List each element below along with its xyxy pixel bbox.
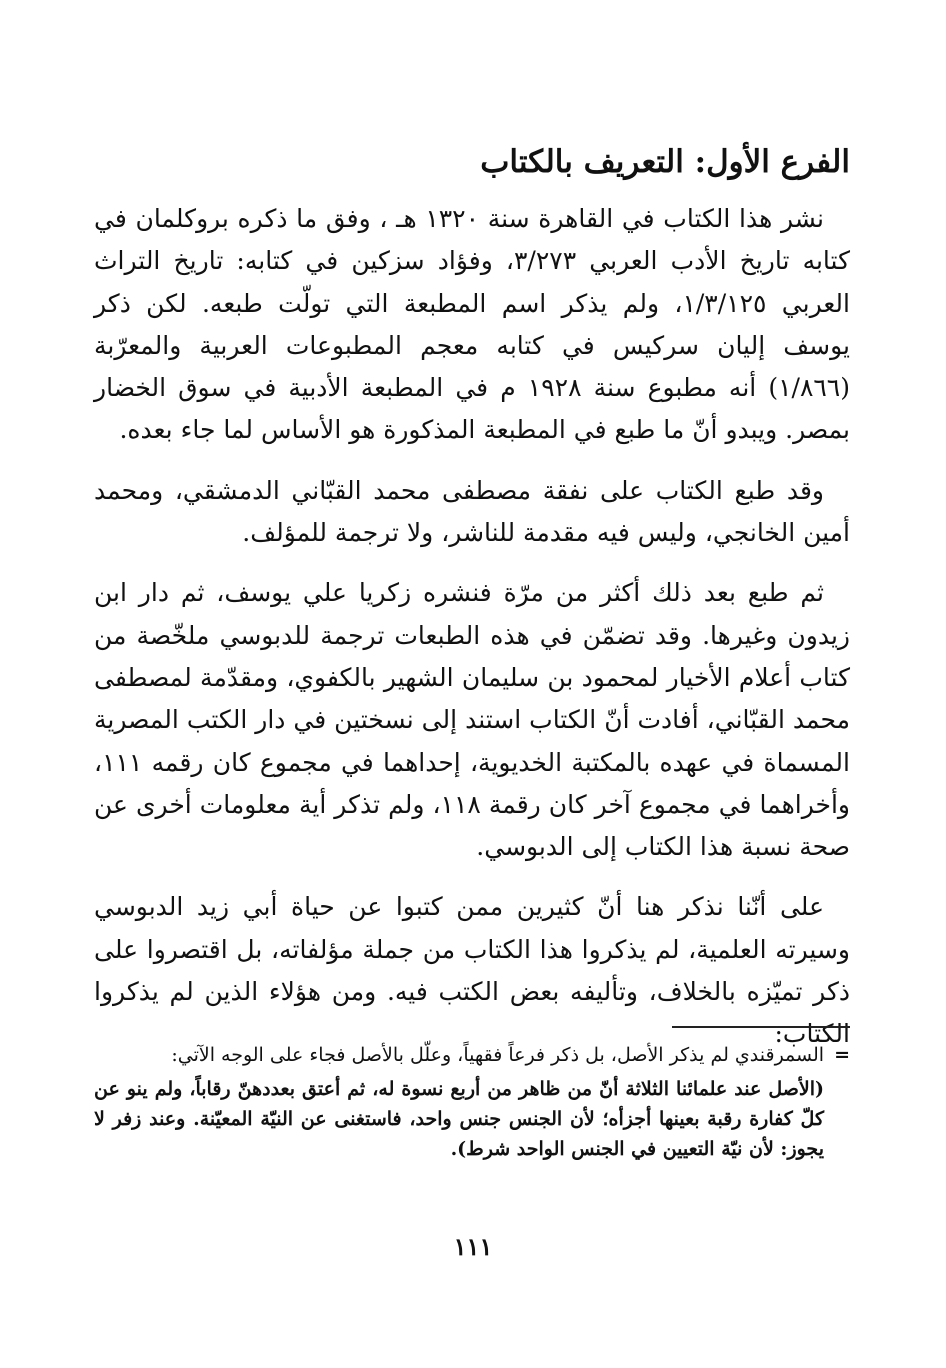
paragraph: على أنّنا نذكر هنا أنّ كثيرين ممن كتبوا عن حياة أبي زيد الدبوسي وسيرته العلمية، لم يذكروا هذا الكتاب من جملة مؤلفاته، بل اقتصروا على ذكر تميّزه بالخلاف، وتأليفه بعض الكتب فيه. ومن هؤلاء الذين لم يذكروا الكتاب: (94, 892, 850, 1049)
footnote-mark: = (834, 1044, 850, 1066)
footnote-divider (672, 1026, 850, 1028)
section-heading: الفرع الأول: التعريف بالكتاب (480, 144, 850, 180)
main-content (94, 140, 850, 1074)
paragraph: نشر هذا الكتاب في القاهرة سنة ١٣٢٠ هـ ، وفق ما ذكره بروكلمان في كتابه تاريخ الأدب العربي ٣/٢٧٣، وفؤاد سزكين في كتابه: تاريخ التراث العربي ١/٣/١٢٥، ولم يذكر اسم المطبعة التي تولّت طبعه. لكن ذكر يوسف إليان سركيس في كتابه معجم المطبوعات العربية والمعرّبة (١/٨٦٦) أنه مطبوع سنة ١٩٢٨ م في المطبعة الأدبية في سوق الخضار بمصر. ويبدو أنّ ما طبع في المطبعة المذكورة هو الأساس لما جاء بعده. (94, 204, 850, 445)
paragraph: ثم طبع بعد ذلك أكثر من مرّة فنشره زكريا علي يوسف، ثم دار ابن زيدون وغيرها. وقد تضمّن في هذه الطبعات ترجمة للدبوسي ملخّصة من كتاب أعلام الأخيار لمحمود بن سليمان الشهير بالكفوي، ومقدّمة لمصطفى محمد القبّاني، أفادت أنّ الكتاب استند إلى نسختين في دار الكتب المصرية المسماة في عهده بالمكتبة الخديوية، إحداهما في مجموع كان رقمه ١١١، وأخراهما في مجموع آخر كان رقمة ١١٨، ولم تذكر أية معلومات أخرى عن صحة نسبة هذا الكتاب إلى الدبوسي. (94, 578, 850, 862)
paragraph: وقد طبع الكتاب على نفقة مصطفى محمد القبّاني الدمشقي، ومحمد أمين الخانجي، وليس فيه مقدمة للناشر، ولا ترجمة للمؤلف. (94, 475, 850, 548)
page-number: ١١١ (453, 1232, 493, 1261)
footnote-continuation (94, 1040, 850, 1070)
footnote-quote: (الأصل عند علمائنا الثلاثة أنّ من ظاهر من أربع نسوة له، ثم أعتق بعددهنّ رقاباً، ولم ينو عن كلّ كفارة رقبة بعينها أجزأه؛ لأن الجنس جنس واحد، فاستغنى عن النيّة المعيّنة. وعند زفر لا يجوز: لأن نيّة التعيين في الجنس الواحد شرط). (94, 1078, 824, 1160)
footnote-text: السمرقندي لم يذكر الأصل، بل ذكر فرعاً فقهياً، وعلّل بالأصل فجاء على الوجه الآتي: (171, 1044, 825, 1066)
footnotes (94, 1040, 850, 1164)
